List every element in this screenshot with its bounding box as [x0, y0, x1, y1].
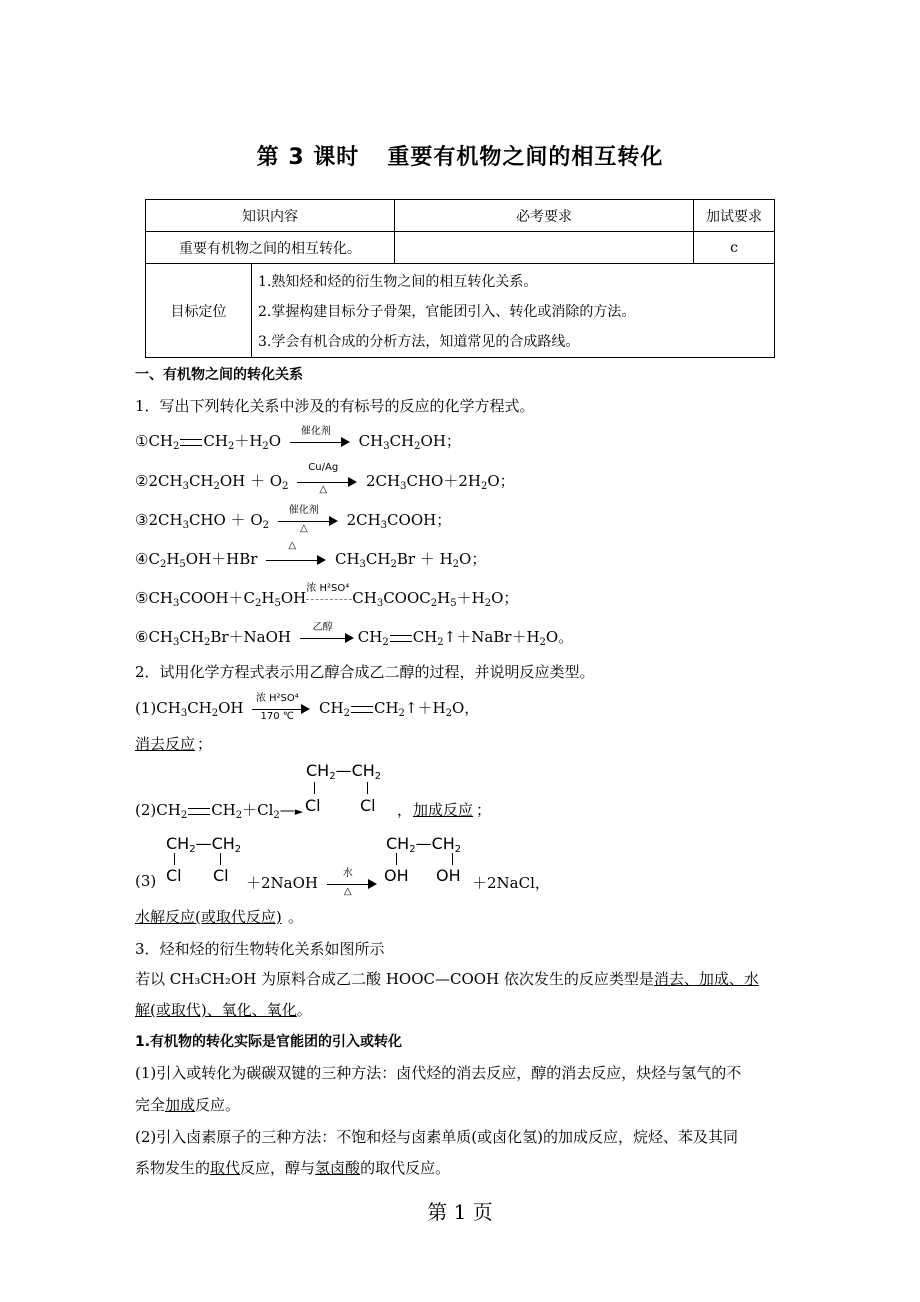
equation-2: $②2CH_3CH_2OH + O_2$ Cu/Ag △ $2CH_3CHO+2H_2O$； [135, 462, 515, 495]
bond-line [220, 853, 221, 865]
synthesis-step-1: $(1)CH_3CH_2OH$ 浓 H²SO⁴ 170 ℃ $CH_2$ $CH_2↑+H_2O$， [135, 693, 480, 722]
summary-2-line1: (2)引入卤素原子的三种方法：不饱和烃与卤素单质(或卤化氢)的加成反应，烷烃、苯及其同 [135, 1128, 738, 1146]
question-2: 2．试用化学方程式表示用乙醇合成乙二醇的过程，并说明反应类型。 [135, 663, 595, 681]
arrow-icon: 乙醇 [300, 631, 354, 645]
answer-reaction-types: 消去、加成、水 [653, 970, 759, 988]
answer-addition: 加成反应 [413, 801, 474, 819]
arrow-icon: Cu/Ag △ [297, 475, 357, 489]
equation-4: $④C_2H_5OH+HBr$ △ $CH_3CH_2Br + H_2O$； [135, 540, 487, 570]
header-content: 知识内容 [146, 200, 395, 232]
synthesis-step-3-label: (3) [135, 872, 157, 890]
summary-2-line2: 系物发生的取代反应，醇与氢卤酸的取代反应。 [135, 1159, 451, 1177]
chlorine-atom: Cl [360, 796, 376, 815]
chlorine-atom: Cl [305, 796, 321, 815]
comma: ， [397, 801, 413, 819]
arrow-icon: 浓 H²SO⁴ 170 ℃ [252, 702, 310, 716]
arrow-icon: 催化剂 △ [278, 514, 338, 528]
chlorine-atom: Cl [166, 866, 182, 885]
equilibrium-arrow-icon: 浓 H²SO⁴ [306, 592, 352, 606]
question-1: 1．写出下列转化关系中涉及的有标号的反应的化学方程式。 [135, 397, 535, 415]
summary-title: 1.有机物的转化实际是官能团的引入或转化 [135, 1034, 403, 1050]
answer-reaction-types-cont: 解(或取代)、氧化、氧化 [135, 1001, 297, 1019]
header-required: 必考要求 [395, 200, 694, 232]
bond-line [174, 853, 175, 865]
hydroxyl-group: OH [384, 866, 409, 885]
target-item: 2.掌握构建目标分子骨架，官能团引入、转化或消除的方法。 [258, 303, 636, 320]
chlorine-atom: Cl [213, 866, 229, 885]
question-3-line2: 解(或取代)、氧化、氧化。 [135, 1001, 312, 1019]
page-title: 第 3 课时 重要有机物之间的相互转化 [256, 145, 664, 170]
synthesis-step-3-products: ＋2NaCl， [472, 874, 550, 892]
hydroxyl-group: OH [436, 866, 461, 885]
row1-required [395, 232, 694, 264]
requirements-table [145, 199, 775, 358]
punct: ； [476, 801, 492, 819]
arrow-icon: △ [266, 553, 326, 567]
equation-6: $⑥CH_3CH_2Br+NaOH$ 乙醇 $CH_2$ $CH_2↑+NaBr+H_2O$。 [135, 622, 574, 648]
summary-1-line2: 完全加成反应。 [135, 1096, 241, 1114]
dichloroethane-left: $CH_2—CH_2$ [166, 834, 242, 855]
page-number: 第 1 页 [427, 1200, 493, 1224]
punct: ； [197, 735, 213, 753]
row1-content: 重要有机物之间的相互转化。 [146, 232, 395, 264]
bond-line [314, 782, 315, 794]
answer-hydrolysis: 水解反应(或取代反应) [135, 908, 282, 926]
arrow-icon: 催化剂 [290, 435, 350, 449]
bond-line [367, 782, 368, 794]
equation-3: $③2CH_3CHO + O_2$ 催化剂 △ $2CH_3COOH$； [135, 505, 452, 534]
summary-1-line1: (1)引入或转化为碳碳双键的三种方法：卤代烃的消去反应，醇的消去反应，炔烃与氢气的不 [135, 1064, 742, 1082]
question-3-line1: 若以 CH₃CH₂OH 为原料合成乙二酸 HOOC—COOH 依次发生的反应类型是消去、加成、水 [135, 970, 759, 988]
target-items [252, 264, 775, 358]
synthesis-step-3: ＋2NaOH 水 △ [246, 872, 381, 893]
ethylene-glycol-top: $CH_2—CH_2$ [386, 834, 462, 855]
answer-elimination: 消去反应 [135, 735, 196, 753]
synthesis-step-2: $(2)CH_2$ $CH_2+Cl_2—►$ [135, 801, 304, 821]
bond-line [452, 853, 453, 865]
target-label: 目标定位 [146, 264, 252, 358]
section-heading: 一、有机物之间的转化关系 [135, 367, 303, 383]
dichloroethane-top: $CH_2—CH_2$ [306, 761, 382, 782]
row1-extra: c [694, 232, 775, 264]
target-item: 1.熟知烃和烃的衍生物之间的相互转化关系。 [258, 273, 538, 290]
equation-1: $①CH_2$ $CH_2+H_2O$ 催化剂 $CH_3CH_2OH$； [135, 426, 461, 452]
header-extra: 加试要求 [694, 200, 775, 232]
question-3: 3．烃和烃的衍生物转化关系如图所示 [135, 940, 385, 958]
equation-5: $⑤CH_3COOH+C_2H_5OH$ 浓 H²SO⁴ $CH_3COOC_2H_5+H_2O$； [135, 583, 519, 609]
punct: 。 [288, 908, 304, 926]
arrow-icon: 水 △ [327, 877, 377, 891]
bond-line [396, 853, 397, 865]
target-item: 3.学会有机合成的分析方法，知道常见的合成路线。 [258, 333, 580, 350]
